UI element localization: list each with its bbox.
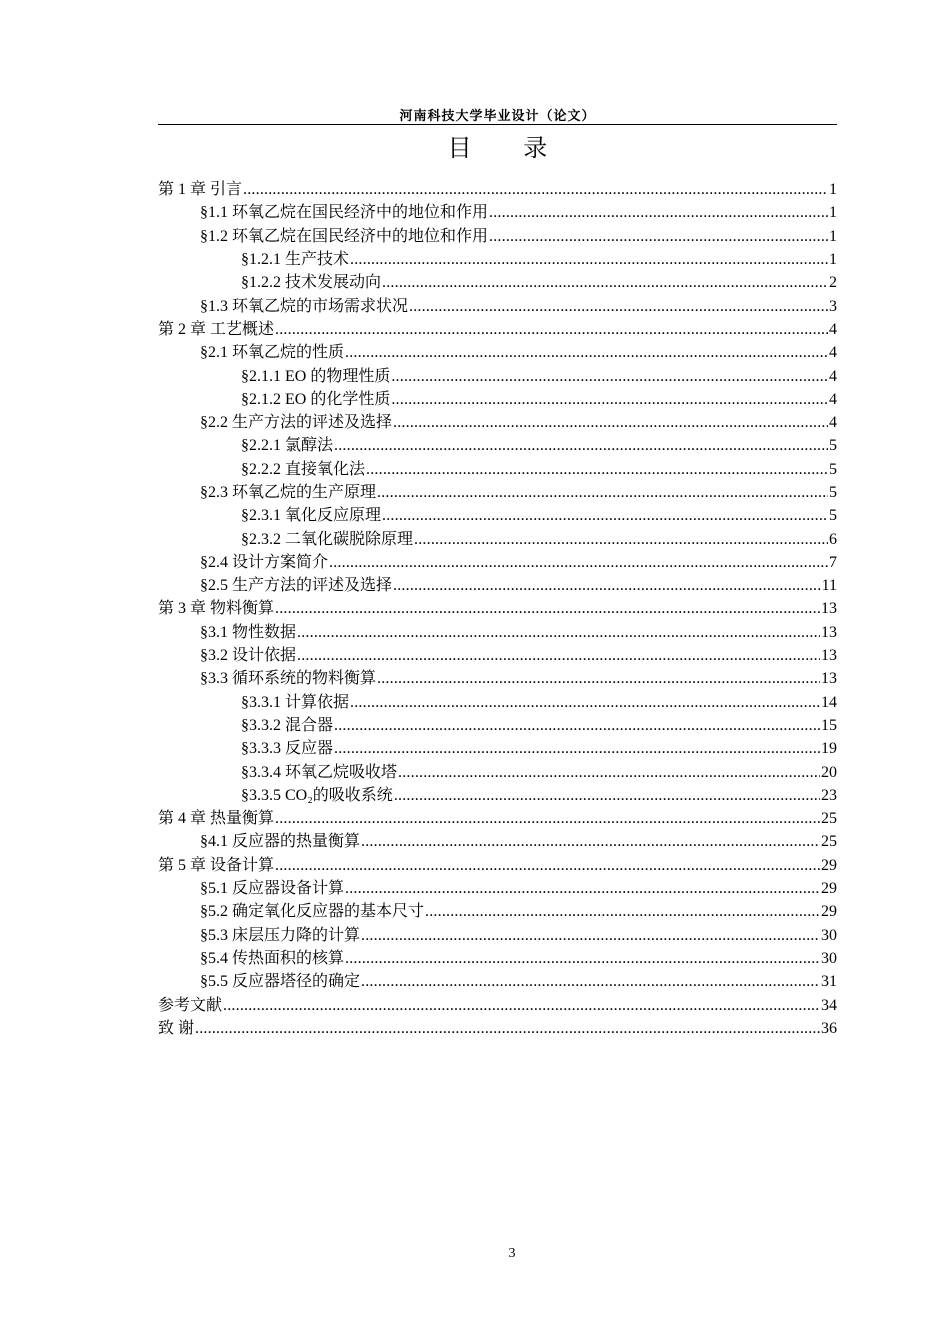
toc-dot-leader bbox=[350, 248, 828, 271]
toc-entry-page: 23 bbox=[821, 786, 837, 804]
toc-entry[interactable] bbox=[158, 551, 837, 574]
toc-entry-label: 参考文献 bbox=[158, 996, 223, 1014]
toc-entry[interactable] bbox=[158, 970, 837, 993]
toc-entry[interactable] bbox=[158, 830, 837, 853]
toc-entry-label: §3.1 物性数据 bbox=[200, 623, 297, 641]
toc-entry-label: §2.2.2 直接氧化法 bbox=[241, 460, 366, 478]
toc-entry-page: 29 bbox=[821, 880, 837, 898]
toc-entry-label: §2.3.2 二氧化碳脱除原理 bbox=[241, 530, 414, 548]
toc-entry-label: 第 3 章 物料衡算 bbox=[158, 600, 275, 618]
toc-entry[interactable] bbox=[158, 737, 837, 760]
toc-entry[interactable] bbox=[158, 993, 837, 1016]
toc-entry-label: §5.5 反应器塔径的确定 bbox=[200, 973, 361, 991]
toc-entry[interactable] bbox=[158, 784, 837, 807]
toc-entry-label: §2.1 环氧乙烷的性质 bbox=[200, 344, 345, 362]
toc-dot-leader bbox=[391, 365, 828, 388]
toc-entry[interactable] bbox=[158, 597, 837, 620]
toc-dot-leader bbox=[275, 854, 820, 877]
toc-dot-leader bbox=[334, 434, 828, 457]
toc-entry-page: 29 bbox=[821, 856, 837, 874]
toc-entry[interactable] bbox=[158, 807, 837, 830]
toc-entry[interactable] bbox=[158, 248, 837, 271]
toc-entry[interactable] bbox=[158, 924, 837, 947]
toc-entry[interactable] bbox=[158, 760, 837, 783]
toc-entry[interactable] bbox=[158, 271, 837, 294]
toc-entry-page: 13 bbox=[821, 623, 837, 641]
toc-entry[interactable] bbox=[158, 877, 837, 900]
toc-entry-page: 4 bbox=[829, 367, 837, 385]
toc-entry[interactable] bbox=[158, 527, 837, 550]
toc-dot-leader bbox=[382, 271, 828, 294]
toc-entry-label: §2.3 环氧乙烷的生产原理 bbox=[200, 484, 377, 501]
toc-entry-page: 1 bbox=[829, 251, 837, 269]
toc-dot-leader bbox=[393, 574, 821, 597]
toc-entry[interactable] bbox=[158, 481, 837, 504]
toc-entry-label: §5.4 传热面积的核算 bbox=[200, 949, 345, 967]
toc-entry-label: §1.3 环氧乙烷的市场需求状况 bbox=[200, 297, 409, 315]
toc-dot-leader bbox=[394, 784, 820, 807]
header-rule bbox=[158, 124, 837, 125]
toc-dot-leader bbox=[489, 201, 828, 224]
toc-entry[interactable] bbox=[158, 621, 837, 644]
toc-entry-page: 4 bbox=[829, 344, 837, 362]
table-of-contents bbox=[158, 178, 837, 1040]
toc-entry-page: 5 bbox=[829, 460, 837, 478]
toc-entry-label: §5.3 床层压力降的计算 bbox=[200, 926, 361, 944]
toc-dot-leader bbox=[195, 1017, 820, 1040]
toc-entry-page: 1 bbox=[829, 181, 837, 199]
toc-entry-label: §5.2 确定氧化反应器的基本尺寸 bbox=[200, 903, 425, 921]
toc-entry-page: 4 bbox=[829, 390, 837, 408]
toc-entry-page: 15 bbox=[821, 716, 837, 734]
toc-dot-leader bbox=[275, 807, 820, 830]
toc-entry-page: 25 bbox=[821, 810, 837, 828]
toc-entry-label: §3.3.1 计算依据 bbox=[241, 693, 350, 711]
toc-entry-label: §3.3.3 反应器 bbox=[241, 740, 334, 758]
toc-entry-label: §2.2.1 氯醇法 bbox=[241, 437, 334, 455]
toc-dot-leader bbox=[297, 644, 820, 667]
toc-entry-label: §1.1 环氧乙烷在国民经济中的地位和作用 bbox=[200, 204, 489, 222]
toc-entry-label: 第 1 章 引言 bbox=[158, 181, 243, 199]
toc-dot-leader bbox=[361, 830, 820, 853]
toc-entry-label: §1.2 环氧乙烷在国民经济中的地位和作用 bbox=[200, 227, 489, 245]
toc-entry-page: 25 bbox=[821, 833, 837, 851]
toc-dot-leader bbox=[391, 388, 828, 411]
toc-dot-leader bbox=[334, 737, 820, 760]
toc-dot-leader bbox=[243, 178, 828, 201]
toc-entry-label: §3.3.4 环氧乙烷吸收塔 bbox=[241, 763, 398, 781]
toc-entry-page: 4 bbox=[829, 414, 837, 432]
toc-entry-label: §5.1 反应器设备计算 bbox=[200, 880, 345, 898]
toc-dot-leader bbox=[297, 621, 820, 644]
toc-dot-leader bbox=[223, 994, 820, 1017]
toc-dot-leader bbox=[409, 295, 828, 318]
toc-entry[interactable] bbox=[158, 341, 837, 364]
toc-dot-leader bbox=[425, 900, 820, 923]
toc-entry-page: 5 bbox=[829, 437, 837, 455]
toc-entry-label: §3.3.5 CO₂的吸收系统 bbox=[241, 786, 393, 804]
toc-entry-page: 30 bbox=[821, 949, 837, 967]
toc-entry-label: §3.2 设计依据 bbox=[200, 647, 297, 665]
toc-dot-leader bbox=[275, 318, 828, 341]
toc-entry[interactable] bbox=[158, 644, 837, 667]
page-header: 河南科技大学毕业设计（论文） bbox=[399, 109, 596, 124]
toc-dot-leader bbox=[382, 504, 828, 527]
toc-entry[interactable] bbox=[158, 854, 837, 877]
toc-dot-leader bbox=[377, 667, 820, 690]
toc-entry[interactable] bbox=[158, 364, 837, 387]
toc-entry[interactable] bbox=[158, 318, 837, 341]
toc-entry[interactable] bbox=[158, 178, 837, 201]
toc-entry-label: §2.3.1 氧化反应原理 bbox=[241, 507, 382, 525]
toc-entry-page: 30 bbox=[821, 926, 837, 944]
toc-dot-leader bbox=[489, 225, 828, 248]
toc-entry[interactable] bbox=[158, 201, 837, 224]
toc-entry-label: §1.2.1 生产技术 bbox=[241, 251, 350, 269]
toc-entry[interactable] bbox=[158, 691, 837, 714]
page-title: 目 录 bbox=[447, 134, 570, 162]
toc-dot-leader bbox=[334, 714, 820, 737]
toc-dot-leader bbox=[345, 947, 820, 970]
toc-entry-page: 13 bbox=[821, 600, 837, 618]
toc-entry-label: §2.5 生产方法的评述及选择 bbox=[200, 577, 393, 595]
toc-entry-label: §4.1 反应器的热量衡算 bbox=[200, 833, 361, 851]
toc-entry-page: 29 bbox=[821, 903, 837, 921]
toc-entry-page: 13 bbox=[821, 647, 837, 665]
toc-dot-leader bbox=[393, 411, 828, 434]
toc-entry-label: §2.2 生产方法的评述及选择 bbox=[200, 414, 393, 432]
toc-entry[interactable] bbox=[158, 294, 837, 317]
toc-dot-leader bbox=[275, 597, 820, 620]
toc-dot-leader bbox=[414, 528, 828, 551]
page-number: 3 bbox=[508, 1246, 516, 1261]
toc-entry[interactable] bbox=[158, 434, 837, 457]
toc-entry-label: §2.4 设计方案简介 bbox=[200, 553, 329, 571]
toc-entry-label: 第 4 章 热量衡算 bbox=[158, 810, 275, 828]
toc-entry-page: 2 bbox=[829, 274, 837, 292]
toc-dot-leader bbox=[361, 970, 820, 993]
toc-entry-label: §2.1.1 EO 的物理性质 bbox=[241, 367, 391, 385]
toc-entry-page: 13 bbox=[821, 670, 837, 688]
toc-entry-page: 36 bbox=[821, 1019, 837, 1037]
toc-entry-label: 致 谢 bbox=[158, 1019, 195, 1037]
toc-entry[interactable] bbox=[158, 947, 837, 970]
toc-entry-page: 4 bbox=[829, 320, 837, 338]
toc-entry-label: §2.1.2 EO 的化学性质 bbox=[241, 390, 391, 408]
toc-entry-page: 3 bbox=[829, 297, 837, 315]
toc-entry[interactable] bbox=[158, 1017, 837, 1040]
toc-entry-label: §3.3 循环系统的物料衡算 bbox=[200, 670, 377, 688]
toc-entry[interactable] bbox=[158, 574, 837, 597]
toc-dot-leader bbox=[398, 761, 820, 784]
toc-entry[interactable] bbox=[158, 504, 837, 527]
toc-dot-leader bbox=[345, 877, 820, 900]
toc-dot-leader bbox=[329, 551, 828, 574]
toc-entry-page: 7 bbox=[829, 553, 837, 571]
toc-entry-label: 第 5 章 设备计算 bbox=[158, 856, 275, 874]
toc-dot-leader bbox=[345, 341, 828, 364]
toc-entry[interactable] bbox=[158, 458, 837, 481]
toc-entry-page: 11 bbox=[821, 577, 837, 595]
toc-entry-page: 31 bbox=[821, 973, 837, 991]
toc-entry-label: §3.3.2 混合器 bbox=[241, 716, 334, 734]
toc-entry[interactable] bbox=[158, 225, 837, 248]
toc-entry[interactable] bbox=[158, 667, 837, 690]
toc-entry-page: 34 bbox=[821, 996, 837, 1014]
toc-entry-page: 1 bbox=[829, 227, 837, 245]
toc-dot-leader bbox=[361, 924, 820, 947]
toc-entry-page: 1 bbox=[829, 204, 837, 222]
toc-entry-page: 5 bbox=[829, 484, 837, 501]
toc-entry[interactable] bbox=[158, 900, 837, 923]
toc-entry-label: 第 2 章 工艺概述 bbox=[158, 320, 275, 338]
toc-entry[interactable] bbox=[158, 714, 837, 737]
toc-entry-page: 19 bbox=[821, 740, 837, 758]
toc-entry[interactable] bbox=[158, 411, 837, 434]
toc-entry[interactable] bbox=[158, 388, 837, 411]
toc-entry-label: §1.2.2 技术发展动向 bbox=[241, 274, 382, 292]
toc-dot-leader bbox=[350, 691, 820, 714]
toc-entry-page: 6 bbox=[829, 530, 837, 548]
toc-entry-page: 14 bbox=[821, 693, 837, 711]
toc-entry-page: 20 bbox=[821, 763, 837, 781]
toc-entry-page: 5 bbox=[829, 507, 837, 525]
toc-dot-leader bbox=[377, 481, 828, 504]
toc-dot-leader bbox=[366, 458, 828, 481]
